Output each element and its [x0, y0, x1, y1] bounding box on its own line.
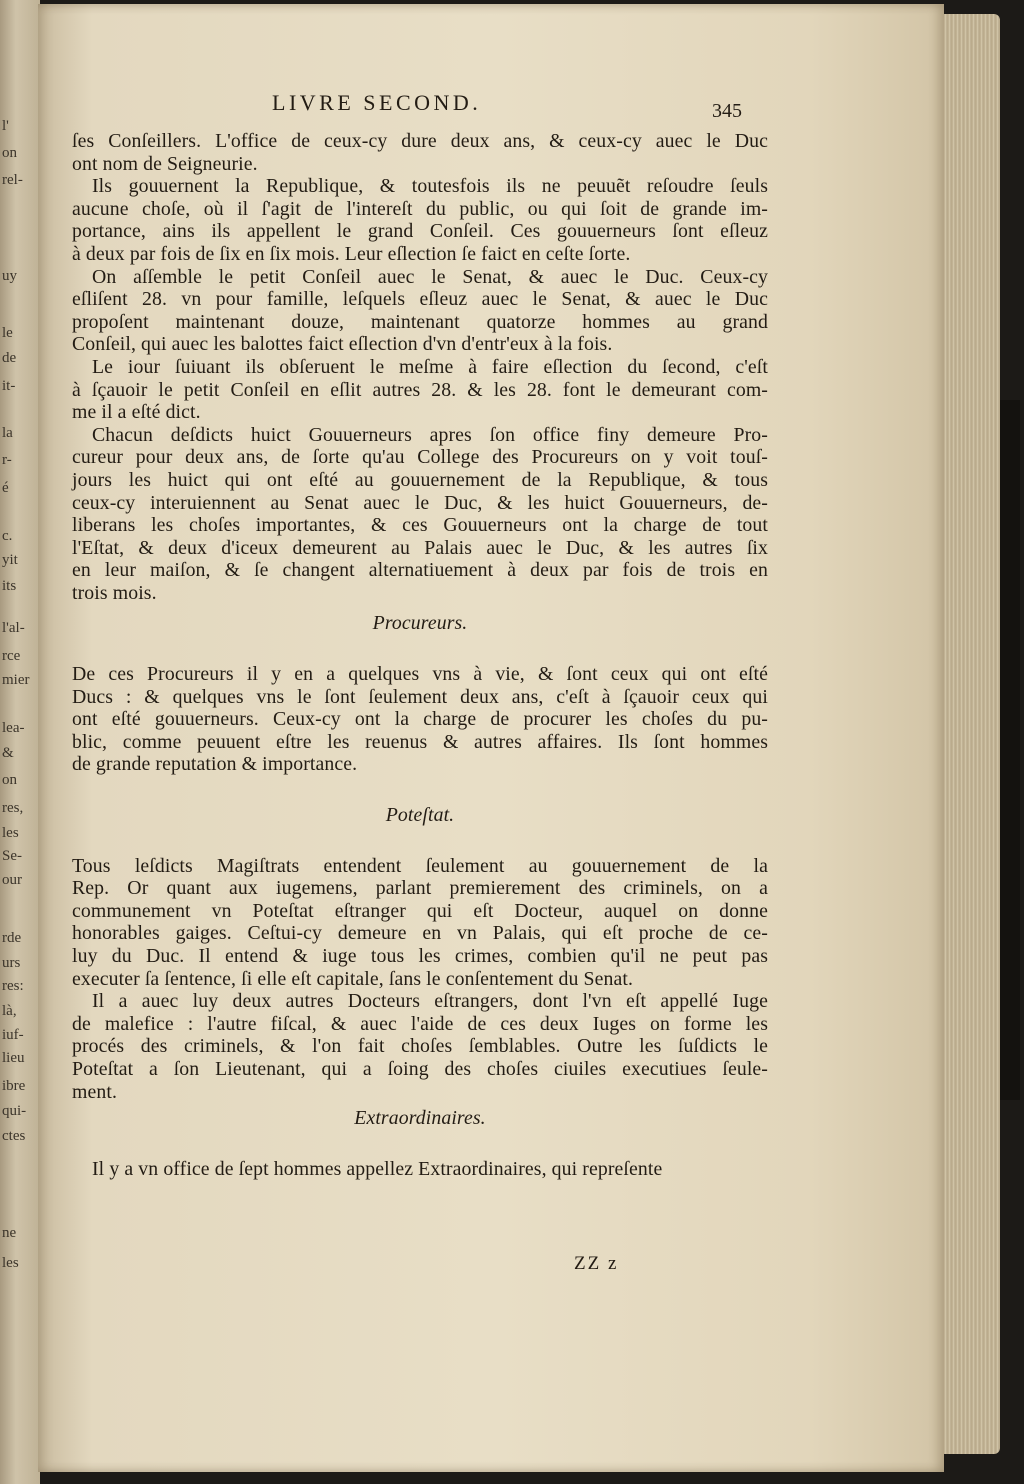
- facing-page-fragment: c.: [2, 528, 13, 544]
- facing-page-fragment: Se-: [2, 848, 22, 864]
- facing-page-edge: [0, 0, 40, 1484]
- facing-page-fragment: le: [2, 325, 13, 341]
- text-line: jours les huict qui ont eſté au gouuernement de la Republique, & tous: [72, 468, 768, 491]
- facing-page-fragment: les: [2, 825, 19, 841]
- text-line: procés des criminels, & l'on fait choſes ſemblables. Outre les ſuſdicts le: [72, 1035, 768, 1058]
- facing-page-fragment: on: [2, 772, 17, 788]
- facing-page-fragment: &: [2, 745, 14, 761]
- paragraph: [72, 175, 768, 265]
- text-line: Il y a vn office de ſept hommes appellez Extraordinaires, qui repreſente: [92, 1157, 663, 1180]
- book-fore-edge: [940, 14, 1000, 1454]
- paragraph: [72, 424, 768, 605]
- text-line: ont nom de Seigneurie.: [72, 152, 258, 175]
- facing-page-fragment: là,: [2, 1003, 17, 1019]
- text-line: Ducs : & quelques vns le ſont ſeulement deux ans, c'eſt à ſçauoir ceux qui: [72, 685, 768, 708]
- running-title: LIVRE SECOND.: [272, 90, 482, 115]
- facing-page-fragment: iuf-: [2, 1027, 24, 1043]
- text-line: luy du Duc. Il entend & iuge tous les crimes, combien qu'il ne peut pas: [72, 945, 768, 967]
- text-line: ont eſté gouuerneurs. Ceux-cy ont la charge de procurer les choſes du pu-: [72, 708, 768, 731]
- text-line: honorables gaiges. Ceſtui-cy demeure en vn Palais, qui eſt proche de ce-: [72, 922, 768, 945]
- facing-page-fragment: rde: [2, 930, 22, 946]
- section-heading-potestat: Poteſtat.: [385, 804, 455, 827]
- paragraph: [72, 1158, 768, 1181]
- facing-page-fragment: ne: [2, 1225, 17, 1241]
- text-line: Le iour ſuiuant ils obſeruent le meſme à faire eſlection du ſecond, c'eſt: [92, 355, 768, 378]
- section-heading-procureurs: Procureurs.: [372, 612, 468, 635]
- background-dark: [1000, 400, 1020, 1100]
- text-line: en leur maiſon, & ſe changent alternatiuement à deux par fois de trois en: [72, 559, 768, 582]
- text-line: blic, comme peuuent eſtre les reuenus & autres affaires. Ils ſont hommes: [72, 730, 768, 753]
- facing-page-fragment: it-: [2, 378, 16, 394]
- page-number: 345: [712, 100, 742, 122]
- text-line: aucune choſe, où il ſ'agit de l'intereſt du public, ou qui ſoit de grande im-: [72, 197, 768, 220]
- text-line: de grande reputation & importance.: [72, 753, 358, 776]
- facing-page-fragment: qui-: [2, 1103, 27, 1119]
- paragraph: [72, 990, 768, 1103]
- text-line: Tous leſdicts Magiſtrats entendent ſeulement au gouuernement de la: [72, 854, 768, 877]
- text-line: Il a auec luy deux autres Docteurs eſtrangers, dont l'vn eſt appellé Iuge: [92, 990, 768, 1013]
- text-line: l'Eſtat, & deux d'iceux demeurent au Palais auec le Duc, & les autres ſix: [72, 536, 768, 559]
- facing-page-fragment: yit: [2, 552, 18, 568]
- text-line: ſes Conſeillers. L'office de ceux-cy dure deux ans, & ceux-cy auec le Duc: [72, 130, 768, 152]
- facing-page-fragment: les: [2, 1255, 19, 1271]
- facing-page-fragment: res,: [2, 800, 24, 816]
- text-line: Rep. Or quant aux iugemens, parlant premierement des criminels, on a: [72, 877, 768, 900]
- text-line: à ſçauoir le petit Conſeil en eſlit autres 28. & les 28. font le demeurant com-: [72, 378, 768, 401]
- text-line: à deux par fois de ſix en ſix mois. Leur eſlection ſe faict en ceſte ſorte.: [72, 242, 631, 265]
- facing-page-fragment: l': [2, 118, 9, 134]
- facing-page-fragment: lieu: [2, 1050, 25, 1066]
- facing-page-fragment: ibre: [2, 1078, 26, 1094]
- paragraph: [72, 266, 768, 356]
- facing-page-fragment: res:: [2, 978, 24, 994]
- facing-page-fragment: urs: [2, 955, 21, 971]
- text-line: On aſſemble le petit Conſeil auec le Senat, & auec le Duc. Ceux-cy: [92, 265, 768, 288]
- text-line: portance, ains ils appellent le grand Conſeil. Ces gouuerneurs ſont eſleuz: [72, 220, 768, 243]
- facing-page-fragment: its: [2, 578, 17, 594]
- facing-page-fragment: uy: [2, 268, 17, 284]
- text-line: eſliſent 28. vn pour famille, leſquels eſleuz auec le Senat, & auec le Duc: [72, 288, 768, 311]
- paragraph: [72, 855, 768, 991]
- facing-page-fragment: rel-: [2, 172, 23, 188]
- text-line: trois mois.: [72, 581, 157, 604]
- text-line: communement vn Poteſtat eſtranger qui eſt Docteur, auquel on donne: [72, 899, 768, 922]
- facing-page-fragment: rce: [2, 648, 21, 664]
- paragraph: [72, 356, 768, 424]
- text-line: Chacun deſdicts huict Gouuerneurs apres ſon office finy demeure Pro-: [92, 423, 768, 446]
- paragraph: [72, 130, 768, 175]
- section-heading-extraordinaires: Extraordinaires.: [354, 1107, 486, 1130]
- page-body: [72, 130, 768, 1180]
- text-line: De ces Procureurs il y en a quelques vns à vie, & ſont ceux qui ont eſté: [72, 663, 768, 686]
- facing-page-fragment: on: [2, 145, 17, 161]
- text-line: cureur pour deux ans, de ſorte qu'au College des Procureurs on y voit touſ-: [72, 446, 768, 469]
- facing-page-fragment: mier: [2, 672, 30, 688]
- facing-page-fragment: de: [2, 350, 17, 366]
- text-line: de malefice : l'autre fiſcal, & auec l'aide de ces deux Iuges on forme les: [72, 1012, 768, 1035]
- text-line: ment.: [72, 1080, 117, 1103]
- text-line: Conſeil, qui auec les balottes faict eſlection d'vn d'entr'eux à la fois.: [72, 333, 613, 356]
- facing-page-fragment: l'al-: [2, 620, 25, 636]
- facing-page-fragment: our: [2, 872, 22, 888]
- signature-mark: ZZ z: [574, 1253, 619, 1274]
- text-line: Ils gouuernent la Republique, & toutesfois ils ne peuuẽt reſoudre ſeuls: [92, 175, 768, 198]
- paragraph: [72, 663, 768, 776]
- facing-page-fragment: lea-: [2, 720, 25, 736]
- text-line: ceux-cy interuiennent au Senat auec le Duc, & les huict Gouuerneurs, de-: [72, 491, 768, 514]
- text-line: executer ſa ſentence, ſi elle eſt capitale, ſans le conſentement du Senat.: [72, 967, 634, 990]
- text-line: liberans les choſes importantes, & ces Gouuerneurs ont la charge de tout: [72, 514, 768, 537]
- text-line: propoſent maintenant douze, maintenant quatorze hommes au grand: [72, 310, 768, 333]
- text-line: me il a eſté dict.: [72, 401, 201, 424]
- facing-page-fragment: é: [2, 480, 9, 496]
- facing-page-fragment: la: [2, 425, 13, 441]
- facing-page-fragment: ctes: [2, 1128, 26, 1144]
- facing-page-fragment: r-: [2, 452, 12, 468]
- text-line: Poteſtat a ſon Lieutenant, qui a ſoing des choſes ciuiles executiues ſeule-: [72, 1057, 768, 1080]
